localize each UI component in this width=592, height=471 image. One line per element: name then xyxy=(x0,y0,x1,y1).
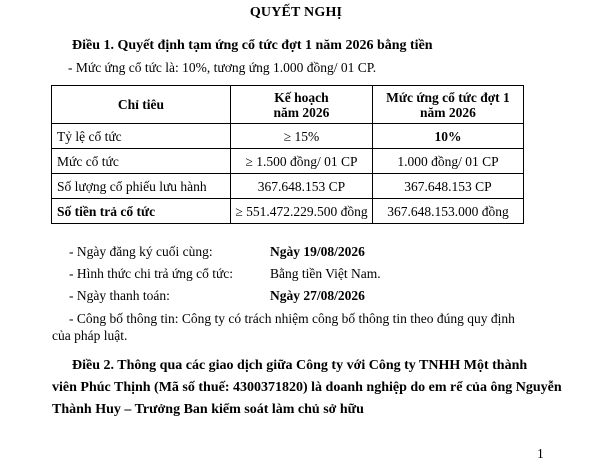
disclosure-line-2: của pháp luật. xyxy=(52,328,128,343)
disclosure-line-1: - Công bố thông tin: Công ty có trách nhiệm công bố thông tin theo đúng quy định xyxy=(69,311,515,326)
payment-form-value: Bằng tiền Việt Nam. xyxy=(270,266,381,281)
table-cell: Mức cổ tức xyxy=(52,149,231,174)
header-advance-line-2: năm 2026 xyxy=(420,104,476,120)
dividend-table xyxy=(51,85,524,224)
dividend-rate-line: - Mức ứng cổ tức là: 10%, tương ứng 1.000 đồng/ 01 CP. xyxy=(68,60,377,75)
table-cell: 367.648.153.000 đồng xyxy=(373,199,524,224)
article-2-paragraph xyxy=(52,355,562,421)
table-cell: 367.648.153 CP xyxy=(231,174,373,199)
table-header-row xyxy=(52,86,524,124)
record-date-label: - Ngày đăng ký cuối cùng: xyxy=(69,244,213,259)
header-advance-round-1 xyxy=(373,86,524,124)
header-plan-line-2: năm 2026 xyxy=(273,104,330,120)
payment-form-label: - Hình thức chi trả ứng cổ tức: xyxy=(69,266,234,281)
article-2-line-1: Điều 2. Thông qua các giao dịch giữa Công ty với Công ty TNHH Một thành xyxy=(72,358,528,373)
article-2-line-2: viên Phúc Thịnh (Mã số thuế: 4300371820) là doanh nghiệp do em rể của ông Nguyễn xyxy=(52,380,562,395)
table-cell: Tỷ lệ cổ tức xyxy=(52,124,231,149)
table-row xyxy=(52,124,524,149)
article-1-heading: Điều 1. Quyết định tạm ứng cổ tức đợt 1 năm 2026 bằng tiền xyxy=(72,38,433,53)
table-cell: 367.648.153 CP xyxy=(373,174,524,199)
table-row xyxy=(52,199,524,224)
table-row xyxy=(52,174,524,199)
record-date-value: Ngày 19/08/2026 xyxy=(270,244,365,259)
header-plan-2026 xyxy=(231,86,373,124)
table-cell: Số tiền trả cổ tức xyxy=(52,199,231,224)
header-criteria: Chỉ tiêu xyxy=(52,86,231,124)
page-number: 1 xyxy=(537,446,544,461)
table-cell: Số lượng cổ phiếu lưu hành xyxy=(52,174,231,199)
resolution-title: QUYẾT NGHỊ xyxy=(249,5,343,20)
payment-date-label: - Ngày thanh toán: xyxy=(69,288,170,303)
article-2-line-3: Thành Huy – Trưởng Ban kiểm soát làm chủ sở hữu xyxy=(52,402,364,417)
table-cell: 10% xyxy=(373,124,524,149)
table-row xyxy=(52,149,524,174)
table-cell: ≥ 15% xyxy=(231,124,373,149)
header-advance-line-1: Mức ứng cổ tức đợt 1 xyxy=(386,89,510,105)
payment-date-value: Ngày 27/08/2026 xyxy=(270,288,365,303)
table-cell: ≥ 1.500 đồng/ 01 CP xyxy=(231,149,373,174)
table-cell: 1.000 đồng/ 01 CP xyxy=(373,149,524,174)
header-plan-line-1: Kế hoạch xyxy=(274,89,329,105)
table-cell: ≥ 551.472.229.500 đồng xyxy=(231,199,373,224)
